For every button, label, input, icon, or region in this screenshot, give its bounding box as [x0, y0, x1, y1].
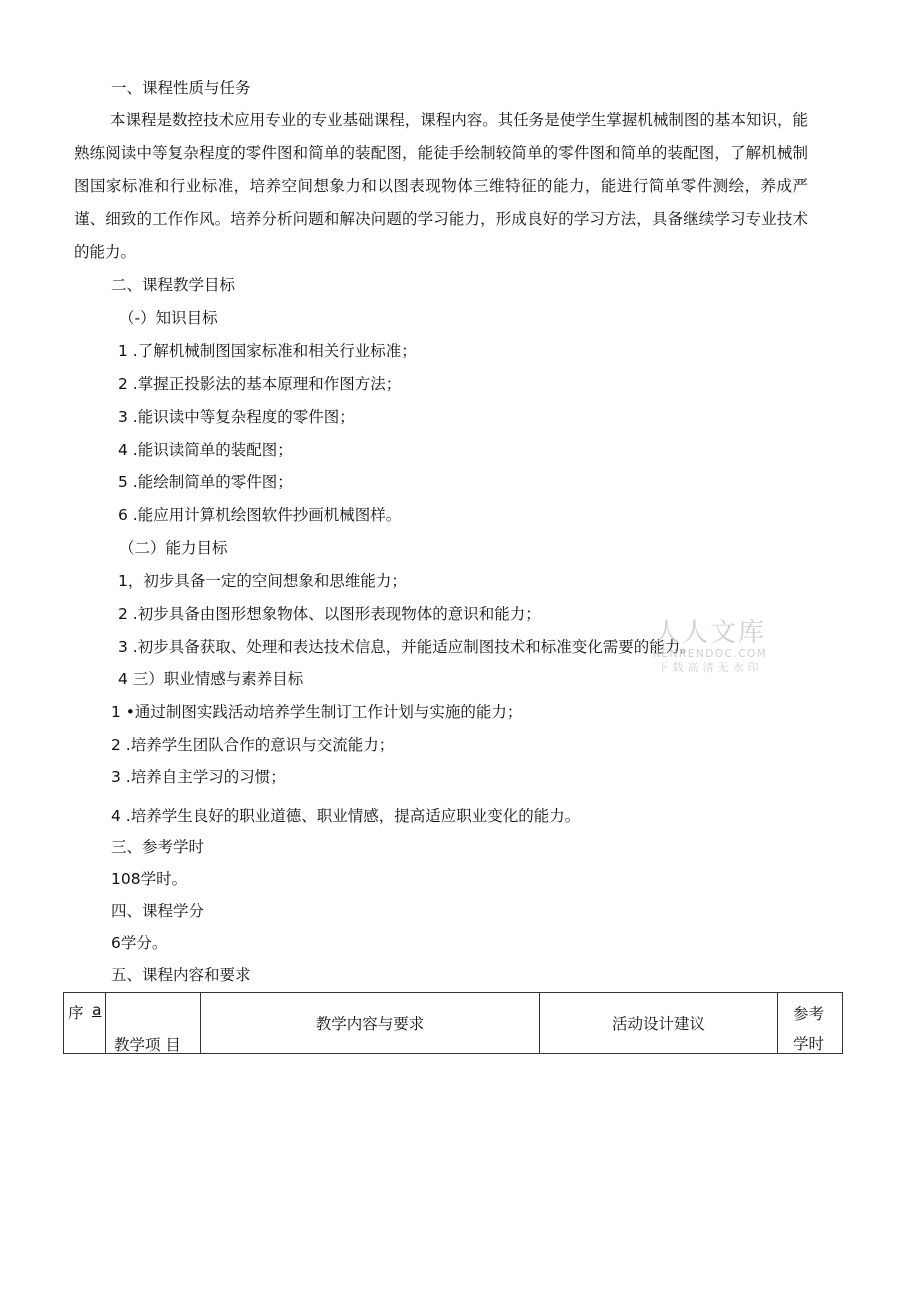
header-item-text: 教学项 目 [114, 1036, 181, 1054]
course-content-table [63, 992, 843, 1054]
header-content-text: 教学内容与要求 [315, 1015, 425, 1033]
attitude-goals-heading: 4 三）职业情感与素养目标 [118, 670, 304, 688]
watermark-slogan: 下载高清无水印 [657, 661, 763, 674]
header-seq-mark: a [92, 1001, 102, 1019]
knowledge-item: 1 .了解机械制图国家标准和相关行业标准； [118, 342, 417, 360]
knowledge-item: 2 .掌握正投影法的基本原理和作图方法； [118, 375, 402, 393]
knowledge-item: 4 .能识读简单的装配图； [118, 441, 293, 459]
header-hours-text-1: 参考 [793, 1005, 825, 1023]
header-hours-text-2: 学时 [793, 1035, 825, 1053]
section3-body: 108学时。 [111, 870, 188, 888]
section1-body: 本课程是数控技术应用专业的专业基础课程，课程内容。其任务是使学生掌握机械制图的基本知识，能熟练阅读中等复杂程度的零件图和简单的装配图，能徒手绘制较简单的零件图和简单的装配图，了解机械制图国家标准和行业标准，培养空间想象力和以图表现物体三维特征的能力，能进行简单零件测绘，养成严谨、细致的工作作风。培养分析问题和解决问题的学习能力，形成良好的学习方法，具备继续学习专业技术的能力。 [74, 111, 808, 261]
knowledge-item: 5 .能绘制简单的零件图； [118, 473, 293, 491]
section3-title: 三、参考学时 [111, 838, 205, 856]
watermark-name: 人人文库 [653, 618, 766, 648]
attitude-item: 1 •通过制图实践活动培养学生制订工作计划与实施的能力； [111, 703, 523, 721]
attitude-item: 4 .培养学生良好的职业道德、职业情感，提高适应职业变化的能力。 [111, 807, 581, 825]
attitude-item: 3 .培养自主学习的习惯； [111, 768, 286, 786]
ability-item: 1，初步具备一定的空间想象和思维能力； [118, 572, 407, 590]
header-activity-text: 活动设计建议 [611, 1015, 705, 1033]
attitude-item: 2 .培养学生团队合作的意识与交流能力； [111, 736, 395, 754]
section4-body: 6学分。 [111, 934, 168, 952]
header-cell-item [106, 993, 201, 1054]
watermark-logo [645, 618, 775, 676]
knowledge-item: 6 .能应用计算机绘图软件抄画机械图样。 [118, 506, 402, 524]
table-header-row [64, 993, 843, 1054]
knowledge-item: 3 .能识读中等复杂程度的零件图； [118, 408, 355, 426]
watermark-domain: RENRENDOC.COM [652, 648, 768, 660]
header-cell-activity [540, 993, 778, 1054]
ability-item: 3 .初步具备获取、处理和表达技术信息，并能适应制图技术和标准变化需要的能力。 [118, 638, 696, 656]
ability-goals-heading: （二）能力目标 [119, 539, 228, 557]
header-cell-hours [778, 993, 843, 1054]
section5-title: 五、课程内容和要求 [111, 966, 251, 984]
section1-title: 一、课程性质与任务 [111, 79, 251, 97]
header-cell-seq [64, 993, 106, 1054]
section2-title: 二、课程教学目标 [111, 276, 236, 294]
header-seq-text: 序 [68, 1004, 84, 1022]
section4-title: 四、课程学分 [111, 902, 205, 920]
knowledge-goals-heading: （-）知识目标 [119, 309, 218, 327]
ability-item: 2 .初步具备由图形想象物体、以图形表现物体的意识和能力； [118, 605, 541, 623]
header-cell-content [201, 993, 540, 1054]
